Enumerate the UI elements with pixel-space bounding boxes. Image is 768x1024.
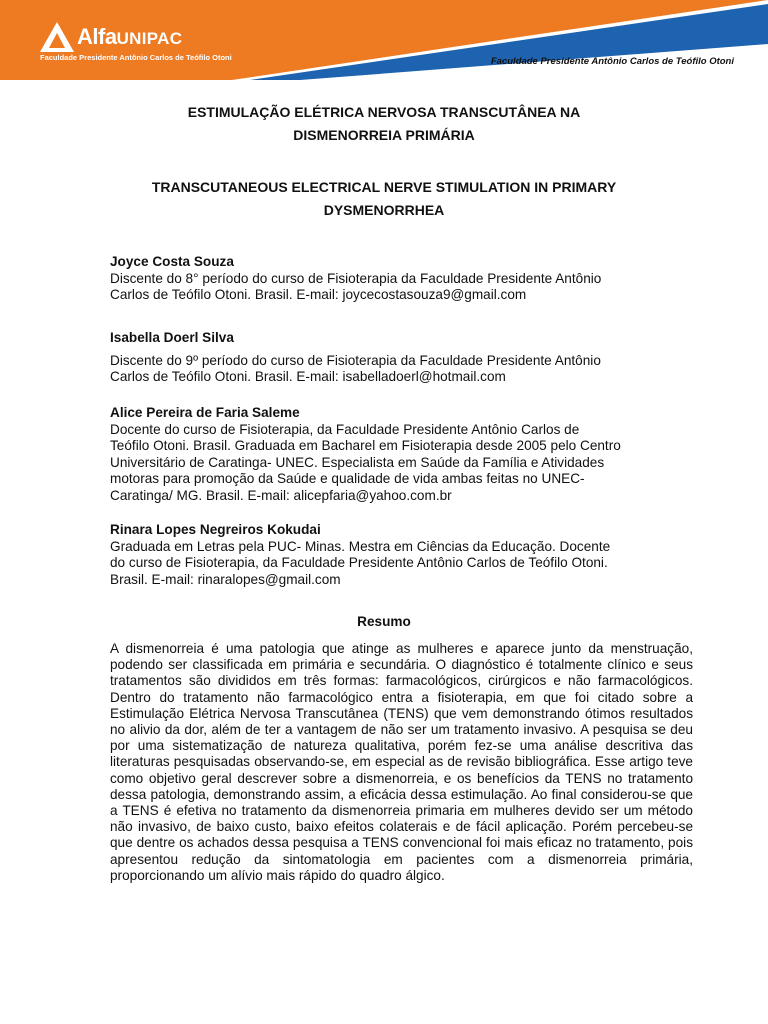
title-pt-line1: ESTIMULAÇÃO ELÉTRICA NERVOSA TRANSCUTÂNEA NA <box>187 104 581 120</box>
title-english <box>0 176 768 222</box>
logo-subtitle: Faculdade Presidente Antônio Carlos de Teófilo Otoni <box>40 53 232 62</box>
author-affiliation-line: Graduada em Letras pela PUC- Minas. Mestra em Ciências da Educação. Docente <box>110 538 611 554</box>
author-affiliation-line: Carlos de Teófilo Otoni. Brasil. E-mail: isabelladoerl@hotmail.com <box>110 369 506 384</box>
author-affiliation-line: Discente do 9º período do curso de Fisioterapia da Faculdade Presidente Antônio <box>110 352 601 368</box>
alfaunipac-logo <box>40 22 182 52</box>
logo-triangle-icon <box>40 22 74 52</box>
author-affiliation-line: Docente do curso de Fisioterapia, da Faculdade Presidente Antônio Carlos de <box>110 421 580 437</box>
author-affiliation-line: Universitário de Caratinga- UNEC. Especialista em Saúde da Família e Atividades <box>110 454 605 470</box>
author-affiliation-line: Teófilo Otoni. Brasil. Graduada em Bacharel em Fisioterapia desde 2005 pelo Centro <box>110 438 621 453</box>
author-affiliation-line: Brasil. E-mail: rinaralopes@gmail.com <box>110 571 341 587</box>
abstract-text: A dismenorreia é uma patologia que atinge as mulheres e aparece junto da menstruação, podendo ser classificada em primária e secundária. O diagnóstico é totalmente clínico e seus tratamentos são divididos em três formas: farmacológicos, cirúrgicos e não farmacológicos. Dentro do tratamento não farmacológico entra a fisioterapia, em que foi citado sobre a Estimulação Elétrica Nervosa Transcutânea (TENS) que vem demonstrando ótimos resultados no alivio da dor, além de ter a vantagem de não ser um tratamento invasivo. A pesquisa se deu por uma sistematização de natureza qualitativa, porém fez-se uma análise descritiva das literaturas pesquisadas observando-se, em especial as de revisão bibliográfica. Esse artigo teve como objetivo geral descrever sobre a dismenorreia, e os benefícios da TENS no tratamento dessa patologia, demonstrando assim, a eficácia dessa estimulação. Ao final considerou-se que a TENS é efetiva no tratamento da dismenorreia primaria em mulheres devido ser um método não invasivo, de baixo custo, baixo efeitos colaterais e de fácil aplicação. Porém percebeu-se que dentre os achados dessa pesquisa a TENS convencional foi mais eficaz no tratamento, pois apresentou redução da sintomatologia em pacientes com a dismenorreia primária, proporcionando um alívio mais rápido do quadro álgico. <box>110 641 693 883</box>
title-pt-line2: DISMENORREIA PRIMÁRIA <box>293 127 475 143</box>
author-affiliation-line: Discente do 8° período do curso de Fisioterapia da Faculdade Presidente Antônio <box>110 270 602 286</box>
author-affiliation-line: Carlos de Teófilo Otoni. Brasil. E-mail: joycecostasouza9@gmail.com <box>110 287 527 302</box>
author-affiliation-line: do curso de Fisioterapia, da Faculdade Presidente Antônio Carlos de Teófilo Otoni. <box>110 555 608 570</box>
author-name: Joyce Costa Souza <box>110 254 234 269</box>
institution-name: Faculdade Presidente Antônio Carlos de Teófilo Otoni <box>490 56 734 67</box>
logo-wordmark: AlfaUNIPAC <box>77 24 183 49</box>
author-block <box>110 405 662 504</box>
author-affiliation-line: Caratinga/ MG. Brasil. E-mail: alicepfaria@yahoo.com.br <box>110 487 452 503</box>
abstract-heading: Resumo <box>357 614 411 629</box>
author-name: Alice Pereira de Faria Saleme <box>110 405 300 420</box>
author-name: Isabella Doerl Silva <box>110 330 234 345</box>
author-block <box>110 522 662 588</box>
title-en-line1: TRANSCUTANEOUS ELECTRICAL NERVE STIMULATION IN PRIMARY <box>151 179 617 195</box>
author-block <box>110 254 662 304</box>
author-name: Rinara Lopes Negreiros Kokudai <box>110 522 321 537</box>
title-portuguese <box>0 101 768 147</box>
title-en-line2: DYSMENORRHEA <box>323 202 445 218</box>
author-block <box>110 330 662 386</box>
author-affiliation-line: motoras para promoção da Saúde e qualidade de vida ambas feitas no UNEC- <box>110 471 585 486</box>
page-header <box>0 0 768 80</box>
